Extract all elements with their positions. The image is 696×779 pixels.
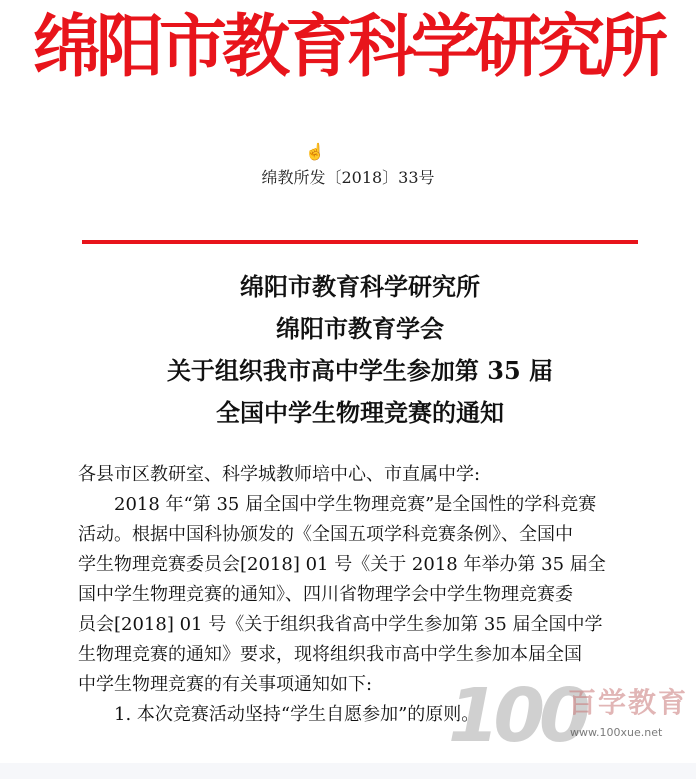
paragraph-line: 中学生物理竞赛的有关事项通知如下:	[78, 674, 373, 695]
hand-pointer-icon: ☝	[305, 142, 325, 161]
body-paragraph	[78, 490, 638, 700]
paragraph-line: 学生物理竞赛委员会[2018] 01 号《关于 2018 年举办第 35 届全	[78, 554, 606, 575]
title-line: 全国中学生物理竞赛的通知	[216, 398, 504, 427]
paragraph-line: 活动。根据中国科协颁发的《全国五项学科竞赛条例》、全国中	[78, 524, 573, 545]
document-number: 绵教所发〔2018〕33号	[261, 168, 435, 187]
red-divider-rule	[82, 240, 638, 244]
watermark-digits: 100	[448, 673, 585, 759]
letterhead-title: 绵阳市教育科学研究所	[32, 8, 663, 87]
bottom-band	[0, 763, 696, 779]
watermark-name: 百学教育	[568, 686, 689, 719]
paragraph-line: 国中学生物理竞赛的通知》、四川省物理学会中学生物理竞赛委	[78, 584, 573, 605]
title-line: 关于组织我市高中学生参加第 35 届	[166, 356, 554, 385]
paragraph-line: 员会[2018] 01 号《关于组织我省高中学生参加第 35 届全国中学	[78, 614, 603, 635]
paragraph-line: 生物理竞赛的通知》要求，现将组织我市高中学生参加本届全国	[78, 644, 582, 665]
salutation: 各县市区教研室、科学城教师培中心、市直属中学:	[78, 464, 481, 485]
list-item: 1. 本次竞赛活动坚持“学生自愿参加”的原则。	[114, 704, 480, 725]
paragraph-line: 2018 年“第 35 届全国中学生物理竞赛”是全国性的学科竞赛	[114, 494, 597, 515]
watermark-url: www.100xue.net	[570, 726, 663, 739]
title-line: 绵阳市教育学会	[276, 314, 444, 343]
notice-title	[60, 266, 660, 434]
title-line: 绵阳市教育科学研究所	[240, 272, 480, 301]
notice-body	[78, 460, 638, 730]
